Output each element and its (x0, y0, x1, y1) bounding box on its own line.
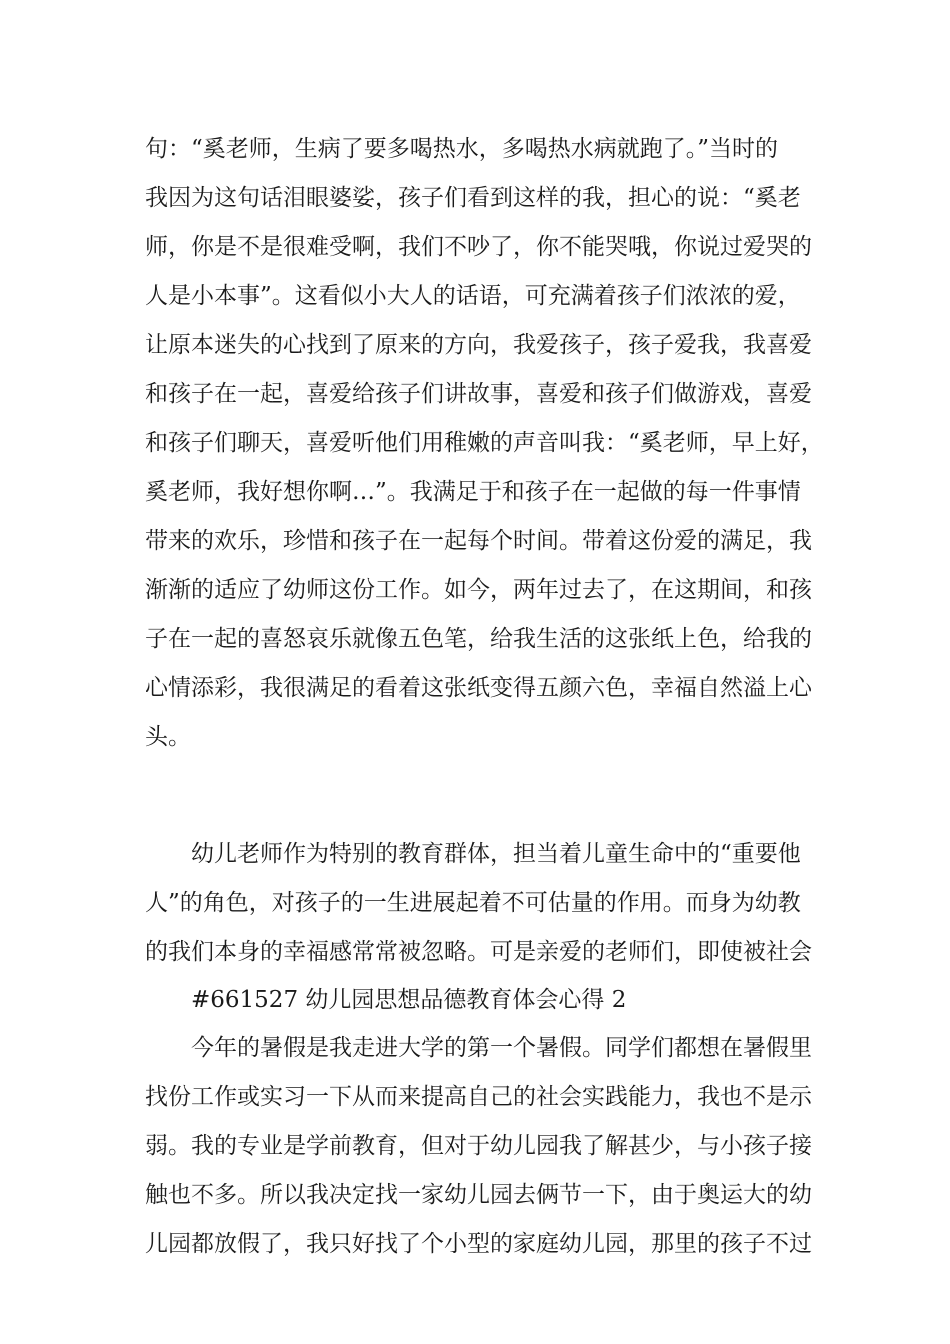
paragraph-line: 子在一起的喜怒哀乐就像五色笔，给我生活的这张纸上色，给我的 (145, 626, 812, 652)
paragraph-line: 的我们本身的幸福感常常被忽略。可是亲爱的老师们，即使被社会 (145, 939, 812, 965)
paragraph-line: 心情添彩，我很满足的看着这张纸变得五颜六色，幸福自然溢上心 (145, 675, 812, 701)
paragraph-line: 奚老师，我好想你啊…”。我满足于和孩子在一起做的每一件事情 (145, 479, 801, 505)
paragraph-3 (145, 1024, 810, 1269)
paragraph-line: 人”的角色，对孩子的一生进展起着不可估量的作用。而身为幼教 (145, 890, 801, 916)
paragraph-line: 和孩子们聊天，喜爱听他们用稚嫩的声音叫我：“奚老师，早上好， (145, 430, 824, 456)
paragraph-1 (145, 125, 824, 762)
section-heading (145, 976, 810, 1025)
paragraph-line: 带来的欢乐，珍惜和孩子在一起每个时间。带着这份爱的满足，我 (145, 528, 812, 554)
paragraph-line: 渐渐的适应了幼师这份工作。如今，两年过去了，在这期间，和孩 (145, 577, 812, 603)
paragraph-line: 儿园都放假了，我只好找了个小型的家庭幼儿园，那里的孩子不过 (145, 1231, 812, 1257)
paragraph-line: 弱。我的专业是学前教育，但对于幼儿园我了解甚少，与小孩子接 (145, 1133, 812, 1159)
paragraph-line: 让原本迷失的心找到了原来的方向，我爱孩子，孩子爱我，我喜爱 (145, 332, 812, 358)
paragraph-line: 头。 (145, 724, 191, 750)
paragraph-line: 和孩子在一起，喜爱给孩子们讲故事，喜爱和孩子们做游戏，喜爱 (145, 381, 812, 407)
paragraph-2 (145, 830, 810, 977)
paragraph-line: 师，你是不是很难受啊，我们不吵了，你不能哭哦，你说过爱哭的 (145, 234, 812, 260)
paragraph-line: 今年的暑假是我走进大学的第一个暑假。同学们都想在暑假里 (191, 1035, 812, 1061)
paragraph-line: 触也不多。所以我决定找一家幼儿园去俩节一下，由于奥运大的幼 (145, 1182, 812, 1208)
paragraph-line: 句：“奚老师，生病了要多喝热水，多喝热水病就跑了。”当时的 (145, 136, 779, 162)
paragraph-line: 幼儿老师作为特别的教育群体，担当着儿童生命中的“重要他 (191, 841, 801, 867)
paragraph-line: 我因为这句话泪眼婆娑，孩子们看到这样的我，担心的说：“奚老 (145, 185, 801, 211)
paragraph-line: 找份工作或实习一下从而来提高自己的社会实践能力，我也不是示 (145, 1084, 812, 1110)
paragraph-line: 人是小本事”。这看似小大人的话语，可充满着孩子们浓浓的爱， (145, 283, 801, 309)
heading-text: #661527 幼儿园思想品德教育体会心得 2 (191, 987, 627, 1013)
